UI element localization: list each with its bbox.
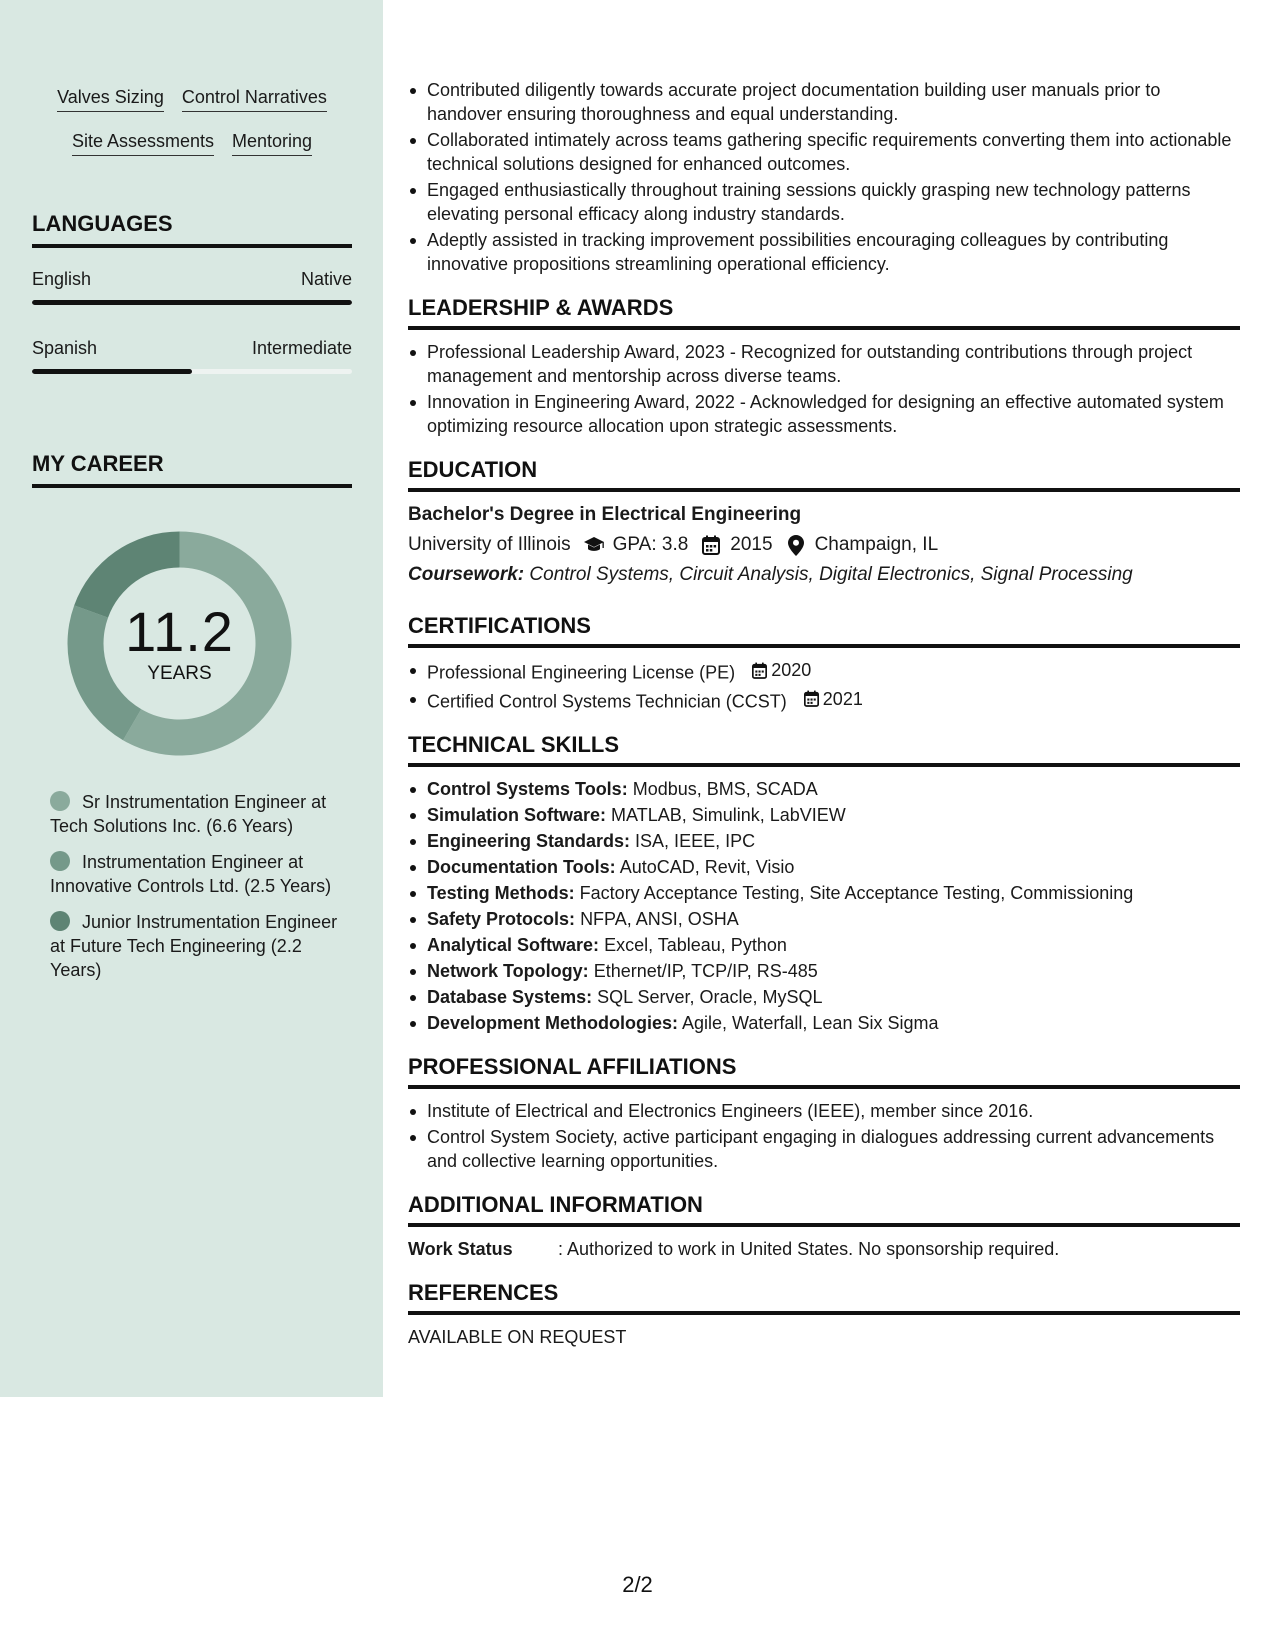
- section-heading: LEADERSHIP & AWARDS: [408, 294, 1240, 330]
- certification-name: Certified Control Systems Technician (CCST): [427, 691, 787, 711]
- skill-item: [408, 959, 1240, 983]
- skill-tags: [32, 86, 352, 156]
- language-level: Intermediate: [251, 338, 352, 358]
- technical-skills-list: [408, 777, 1240, 1035]
- certification-name: Professional Engineering License (PE): [427, 662, 736, 683]
- language-row-spanish: [32, 337, 352, 359]
- donut-center: [66, 530, 293, 757]
- references-text: AVAILABLE ON REQUEST: [408, 1327, 627, 1347]
- career-total-unit: YEARS: [147, 662, 212, 684]
- skill-value: Ethernet/IP, TCP/IP, RS-485: [593, 961, 818, 981]
- language-name: Spanish: [32, 338, 98, 358]
- bullet-item: Adeptly assisted in tracking improvement possibilities encouraging colleagues by contributing innovative propositions streamlining operational efficiency.: [408, 228, 1240, 276]
- career-role-text: Junior Instrumentation Engineer at Future Tech Engineering (2.2 Years): [50, 912, 338, 980]
- skill-tag: Site Assessments: [72, 130, 214, 156]
- award-item: Professional Leadership Award, 2023 - Recognized for outstanding contributions through project management and mentorship across diverse teams.: [408, 340, 1240, 388]
- section-heading: EDUCATION: [408, 456, 1240, 492]
- career-role: [50, 850, 340, 898]
- affiliations-section: [408, 1053, 1240, 1173]
- skill-item: [408, 933, 1240, 957]
- leadership-section: [408, 294, 1240, 438]
- affiliations-list: [408, 1099, 1240, 1173]
- section-heading: REFERENCES: [408, 1279, 1240, 1315]
- bullet-item: Collaborated intimately across teams gathering specific requirements converting them into actionable technical solutions designed for enhanced outcomes.: [408, 128, 1240, 176]
- career-role-text: Instrumentation Engineer at Innovative Controls Ltd. (2.5 Years): [50, 852, 332, 896]
- certifications-section: [408, 612, 1240, 713]
- language-name: English: [32, 269, 92, 289]
- skill-item: [408, 985, 1240, 1009]
- skill-label: Network Topology:: [427, 961, 589, 981]
- skill-label: Analytical Software:: [427, 935, 600, 955]
- certification-year: 2020: [771, 660, 812, 680]
- skill-label: Documentation Tools:: [427, 857, 616, 877]
- experience-bullets: [408, 78, 1240, 276]
- language-bar-english: [32, 300, 352, 305]
- legend-dot: [50, 791, 70, 811]
- education-section: [408, 456, 1240, 588]
- education-location: Champaign, IL: [814, 534, 939, 555]
- skill-label: Engineering Standards:: [427, 831, 631, 851]
- legend-dot: [50, 911, 70, 931]
- certification-date: [804, 687, 863, 711]
- certification-date: [752, 658, 811, 682]
- calendar-icon: [804, 690, 819, 707]
- skill-value: NFPA, ANSI, OSHA: [580, 909, 739, 929]
- affiliation-item: Control System Society, active participant engaging in dialogues addressing current advancements and collective learning opportunities.: [408, 1125, 1240, 1173]
- career-role: [50, 790, 340, 838]
- work-status-value: : Authorized to work in United States. No sponsorship required.: [558, 1239, 1060, 1259]
- main-content: [408, 78, 1240, 1349]
- skill-value: Factory Acceptance Testing, Site Acceptance Testing, Commissioning: [579, 883, 1134, 903]
- section-heading: TECHNICAL SKILLS: [408, 731, 1240, 767]
- skill-value: Excel, Tableau, Python: [604, 935, 787, 955]
- skill-item: [408, 803, 1240, 827]
- sidebar: [0, 0, 383, 1397]
- education-gpa: GPA: 3.8: [612, 534, 689, 555]
- education-year: 2015: [730, 534, 773, 555]
- certification-year: 2021: [822, 688, 863, 709]
- certification-list: [408, 658, 1240, 713]
- calendar-icon: [752, 662, 767, 679]
- skill-item: [408, 881, 1240, 905]
- leadership-list: [408, 340, 1240, 438]
- coursework-text: Control Systems, Circuit Analysis, Digital Electronics, Signal Processing: [529, 564, 1133, 585]
- career-total-years: 11.2: [125, 599, 234, 663]
- language-bar-fill: [32, 369, 192, 374]
- skill-label: Simulation Software:: [427, 805, 607, 825]
- skill-item: [408, 777, 1240, 801]
- language-level: Native: [300, 269, 352, 289]
- skill-value: MATLAB, Simulink, LabVIEW: [611, 805, 846, 825]
- skill-label: Database Systems:: [427, 987, 593, 1007]
- references-section: [408, 1279, 1240, 1349]
- career-heading: MY CAREER: [32, 450, 352, 488]
- work-status-row: [408, 1237, 1240, 1261]
- skill-value: SQL Server, Oracle, MySQL: [597, 987, 823, 1007]
- career-role-text: Sr Instrumentation Engineer at Tech Solutions Inc. (6.6 Years): [50, 792, 327, 836]
- additional-info-section: [408, 1191, 1240, 1261]
- education-coursework: [408, 562, 1240, 588]
- languages-heading: LANGUAGES: [32, 210, 352, 248]
- career-donut-chart: [66, 530, 293, 757]
- skill-label: Control Systems Tools:: [427, 779, 628, 799]
- award-item: Innovation in Engineering Award, 2022 - Acknowledged for designing an effective automated system optimizing resource allocation upon strategic assessments.: [408, 390, 1240, 438]
- section-heading: PROFESSIONAL AFFILIATIONS: [408, 1053, 1240, 1089]
- bullet-item: Engaged enthusiastically throughout training sessions quickly grasping new technology patterns elevating personal efficacy along industry standards.: [408, 178, 1240, 226]
- certification-item: [408, 658, 1240, 685]
- section-heading: CERTIFICATIONS: [408, 612, 1240, 648]
- section-heading: ADDITIONAL INFORMATION: [408, 1191, 1240, 1227]
- page-number: 2/2: [622, 1572, 653, 1597]
- location-pin-icon: [785, 534, 807, 556]
- skill-item: [408, 1011, 1240, 1035]
- education-details: [408, 532, 1240, 558]
- graduation-cap-icon: [583, 534, 605, 556]
- skill-item: [408, 855, 1240, 879]
- career-legend: [50, 790, 340, 994]
- skill-label: Safety Protocols:: [427, 909, 576, 929]
- skill-value: AutoCAD, Revit, Visio: [619, 857, 795, 877]
- technical-skills-section: [408, 731, 1240, 1035]
- calendar-icon: [700, 534, 722, 556]
- skill-value: ISA, IEEE, IPC: [635, 831, 756, 851]
- language-row-english: [32, 268, 352, 290]
- skill-item: [408, 829, 1240, 853]
- skill-tag: Control Narratives: [182, 86, 327, 112]
- language-bar-spanish: [32, 369, 352, 374]
- affiliation-item: Institute of Electrical and Electronics Engineers (IEEE), member since 2016.: [408, 1099, 1240, 1123]
- career-role: [50, 910, 340, 982]
- legend-dot: [50, 851, 70, 871]
- skill-item: [408, 907, 1240, 931]
- coursework-label: Coursework:: [408, 564, 525, 585]
- skill-label: Testing Methods:: [427, 883, 575, 903]
- bullet-item: Contributed diligently towards accurate project documentation building user manuals prior to handover ensuring thoroughness and equal understanding.: [408, 78, 1240, 126]
- certification-item: [408, 687, 1240, 714]
- skill-tag: Mentoring: [232, 130, 312, 156]
- education-school: University of Illinois: [408, 534, 571, 555]
- skill-tag: Valves Sizing: [57, 86, 164, 112]
- skill-label: Development Methodologies:: [427, 1013, 679, 1033]
- skill-value: Modbus, BMS, SCADA: [632, 779, 818, 799]
- language-bar-fill: [32, 300, 352, 305]
- education-degree: Bachelor's Degree in Electrical Engineering: [408, 504, 802, 525]
- skill-value: Agile, Waterfall, Lean Six Sigma: [682, 1013, 939, 1033]
- work-status-label: Work Status: [408, 1239, 513, 1259]
